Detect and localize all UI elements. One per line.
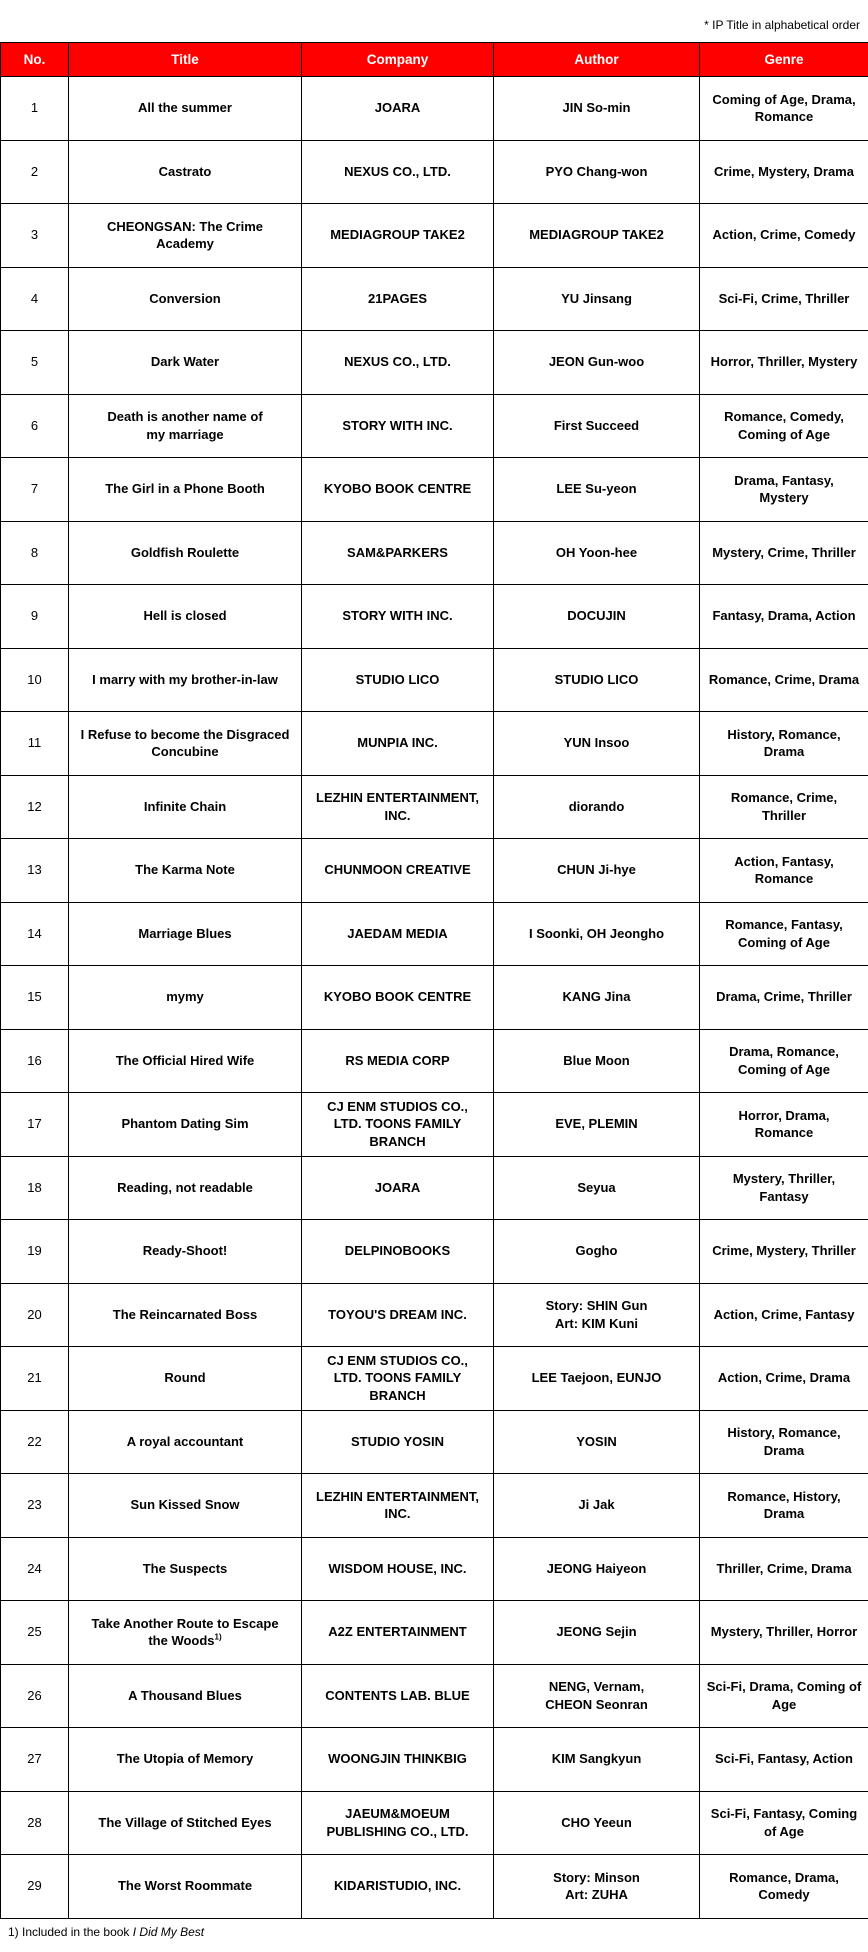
cell-company: LEZHIN ENTERTAINMENT, INC. [302,1474,494,1538]
cell-author: Gogho [494,1220,700,1284]
cell-no: 3 [1,204,69,268]
cell-no: 10 [1,648,69,712]
table-row [1,521,868,585]
cell-title: A Thousand Blues [69,1664,302,1728]
cell-title: The Karma Note [69,839,302,903]
table-row [1,1156,868,1220]
cell-title: Dark Water [69,331,302,395]
cell-author: KIM Sangkyun [494,1728,700,1792]
cell-title: The Reincarnated Boss [69,1283,302,1347]
header-no: No. [1,43,69,77]
table-row [1,902,868,966]
table-row [1,1220,868,1284]
cell-company: KYOBO BOOK CENTRE [302,966,494,1030]
cell-no: 7 [1,458,69,522]
cell-no: 23 [1,1474,69,1538]
cell-author: JEONG Haiyeon [494,1537,700,1601]
cell-genre: Mystery, Crime, Thriller [700,521,868,585]
cell-company: DELPINOBOOKS [302,1220,494,1284]
cell-genre: Fantasy, Drama, Action [700,585,868,649]
cell-author: CHO Yeeun [494,1791,700,1855]
cell-company: RS MEDIA CORP [302,1029,494,1093]
cell-title: I marry with my brother-in-law [69,648,302,712]
cell-author: Ji Jak [494,1474,700,1538]
cell-author: YU Jinsang [494,267,700,331]
cell-company: TOYOU'S DREAM INC. [302,1283,494,1347]
cell-title: Hell is closed [69,585,302,649]
cell-company: NEXUS CO., LTD. [302,140,494,204]
table-row [1,1537,868,1601]
table-row [1,775,868,839]
cell-author: Story: Minson Art: ZUHA [494,1855,700,1919]
cell-company: 21PAGES [302,267,494,331]
cell-author: Blue Moon [494,1029,700,1093]
header-title: Title [69,43,302,77]
cell-title: Conversion [69,267,302,331]
cell-no: 19 [1,1220,69,1284]
cell-author: JEON Gun-woo [494,331,700,395]
table-row [1,394,868,458]
ip-table [0,42,868,1919]
footnote-book-title: I Did My Best [132,1925,205,1939]
table-row [1,966,868,1030]
cell-title: Round [69,1347,302,1411]
cell-genre: Drama, Crime, Thriller [700,966,868,1030]
cell-genre: Romance, Drama, Comedy [700,1855,868,1919]
cell-title: Marriage Blues [69,902,302,966]
cell-genre: Thriller, Crime, Drama [700,1537,868,1601]
cell-company: NEXUS CO., LTD. [302,331,494,395]
cell-title: The Suspects [69,1537,302,1601]
cell-no: 18 [1,1156,69,1220]
cell-genre: Drama, Fantasy, Mystery [700,458,868,522]
table-row [1,77,868,141]
header-genre: Genre [700,43,868,77]
header-row [1,43,868,77]
sort-note: * IP Title in alphabetical order [704,18,860,32]
cell-title: The Worst Roommate [69,1855,302,1919]
cell-title: Sun Kissed Snow [69,1474,302,1538]
footnote [8,1925,204,1939]
cell-no: 12 [1,775,69,839]
cell-genre: Action, Crime, Fantasy [700,1283,868,1347]
cell-author: OH Yoon-hee [494,521,700,585]
table-row [1,140,868,204]
cell-no: 21 [1,1347,69,1411]
table-body [1,77,868,1919]
cell-company: STORY WITH INC. [302,585,494,649]
cell-genre: Sci-Fi, Fantasy, Coming of Age [700,1791,868,1855]
cell-company: WOONGJIN THINKBIG [302,1728,494,1792]
table-row [1,458,868,522]
cell-genre: Sci-Fi, Fantasy, Action [700,1728,868,1792]
cell-author: STUDIO LICO [494,648,700,712]
cell-genre: Action, Crime, Comedy [700,204,868,268]
cell-title: Infinite Chain [69,775,302,839]
cell-author: EVE, PLEMIN [494,1093,700,1157]
cell-genre: Coming of Age, Drama, Romance [700,77,868,141]
cell-genre: Romance, Crime, Drama [700,648,868,712]
cell-author: diorando [494,775,700,839]
cell-genre: Action, Crime, Drama [700,1347,868,1411]
cell-author: NENG, Vernam, CHEON Seonran [494,1664,700,1728]
table-row [1,1029,868,1093]
cell-company: A2Z ENTERTAINMENT [302,1601,494,1665]
cell-company: MEDIAGROUP TAKE2 [302,204,494,268]
cell-genre: Crime, Mystery, Thriller [700,1220,868,1284]
cell-title: Goldfish Roulette [69,521,302,585]
table-row [1,1791,868,1855]
cell-author: YOSIN [494,1410,700,1474]
cell-no: 20 [1,1283,69,1347]
cell-no: 27 [1,1728,69,1792]
header-author: Author [494,43,700,77]
cell-no: 25 [1,1601,69,1665]
cell-company: CJ ENM STUDIOS CO., LTD. TOONS FAMILY BRANCH [302,1347,494,1411]
cell-genre: Drama, Romance, Coming of Age [700,1029,868,1093]
cell-no: 28 [1,1791,69,1855]
cell-company: JAEDAM MEDIA [302,902,494,966]
table-row [1,331,868,395]
cell-genre: Sci-Fi, Crime, Thriller [700,267,868,331]
cell-no: 1 [1,77,69,141]
cell-author: KANG Jina [494,966,700,1030]
cell-no: 14 [1,902,69,966]
cell-no: 2 [1,140,69,204]
cell-genre: Romance, Crime, Thriller [700,775,868,839]
cell-company: CONTENTS LAB. BLUE [302,1664,494,1728]
cell-title: Castrato [69,140,302,204]
header-company: Company [302,43,494,77]
cell-genre: Action, Fantasy, Romance [700,839,868,903]
cell-title: The Official Hired Wife [69,1029,302,1093]
cell-genre: Horror, Drama, Romance [700,1093,868,1157]
cell-genre: Sci-Fi, Drama, Coming of Age [700,1664,868,1728]
cell-company: MUNPIA INC. [302,712,494,776]
table-row [1,1410,868,1474]
table-row [1,267,868,331]
cell-genre: Mystery, Thriller, Horror [700,1601,868,1665]
cell-no: 11 [1,712,69,776]
cell-company: JAEUM&MOEUM PUBLISHING CO., LTD. [302,1791,494,1855]
cell-company: SAM&PARKERS [302,521,494,585]
cell-genre: Crime, Mystery, Drama [700,140,868,204]
cell-company: CJ ENM STUDIOS CO., LTD. TOONS FAMILY BRANCH [302,1093,494,1157]
cell-title: A royal accountant [69,1410,302,1474]
cell-company: KIDARISTUDIO, INC. [302,1855,494,1919]
cell-title: The Girl in a Phone Booth [69,458,302,522]
table-row [1,1601,868,1665]
cell-no: 13 [1,839,69,903]
cell-genre: Romance, Comedy, Coming of Age [700,394,868,458]
cell-no: 16 [1,1029,69,1093]
cell-company: LEZHIN ENTERTAINMENT, INC. [302,775,494,839]
cell-genre: Horror, Thriller, Mystery [700,331,868,395]
cell-author: LEE Taejoon, EUNJO [494,1347,700,1411]
cell-author: JEONG Sejin [494,1601,700,1665]
cell-title: All the summer [69,77,302,141]
footnote-marker: 1) [214,1632,222,1642]
cell-title: Take Another Route to Escape the Woods$^{1)}$ [69,1601,302,1665]
cell-genre: Romance, History, Drama [700,1474,868,1538]
cell-no: 29 [1,1855,69,1919]
cell-author: DOCUJIN [494,585,700,649]
cell-genre: History, Romance, Drama [700,712,868,776]
table-row [1,1855,868,1919]
cell-genre: Romance, Fantasy, Coming of Age [700,902,868,966]
table-row [1,1347,868,1411]
cell-author: First Succeed [494,394,700,458]
cell-company: CHUNMOON CREATIVE [302,839,494,903]
table-row [1,648,868,712]
table-row [1,1093,868,1157]
cell-author: Seyua [494,1156,700,1220]
table-header [1,43,868,77]
table-row [1,204,868,268]
cell-title: CHEONGSAN: The Crime Academy [69,204,302,268]
cell-author: MEDIAGROUP TAKE2 [494,204,700,268]
cell-no: 15 [1,966,69,1030]
table-row [1,839,868,903]
table-row [1,1728,868,1792]
cell-author: PYO Chang-won [494,140,700,204]
cell-company: STUDIO LICO [302,648,494,712]
table-row [1,1664,868,1728]
cell-company: STUDIO YOSIN [302,1410,494,1474]
cell-company: JOARA [302,1156,494,1220]
cell-author: JIN So-min [494,77,700,141]
footnote-text: 1) Included in the book [8,1925,133,1939]
cell-author: YUN Insoo [494,712,700,776]
table-row [1,1283,868,1347]
cell-no: 17 [1,1093,69,1157]
cell-author: Story: SHIN Gun Art: KIM Kuni [494,1283,700,1347]
cell-no: 22 [1,1410,69,1474]
cell-title: mymy [69,966,302,1030]
cell-company: WISDOM HOUSE, INC. [302,1537,494,1601]
cell-no: 4 [1,267,69,331]
cell-genre: Mystery, Thriller, Fantasy [700,1156,868,1220]
cell-company: STORY WITH INC. [302,394,494,458]
table-row [1,712,868,776]
cell-no: 5 [1,331,69,395]
cell-no: 6 [1,394,69,458]
cell-genre: History, Romance, Drama [700,1410,868,1474]
cell-title: I Refuse to become the Disgraced Concubine [69,712,302,776]
cell-title: The Utopia of Memory [69,1728,302,1792]
cell-no: 24 [1,1537,69,1601]
cell-title: Reading, not readable [69,1156,302,1220]
cell-author: LEE Su-yeon [494,458,700,522]
cell-no: 8 [1,521,69,585]
cell-author: CHUN Ji-hye [494,839,700,903]
cell-title: The Village of Stitched Eyes [69,1791,302,1855]
table-row [1,1474,868,1538]
cell-company: KYOBO BOOK CENTRE [302,458,494,522]
cell-title: Death is another name of my marriage [69,394,302,458]
cell-no: 9 [1,585,69,649]
table-row [1,585,868,649]
cell-author: I Soonki, OH Jeongho [494,902,700,966]
cell-title: Ready-Shoot! [69,1220,302,1284]
cell-title: Phantom Dating Sim [69,1093,302,1157]
cell-company: JOARA [302,77,494,141]
cell-no: 26 [1,1664,69,1728]
